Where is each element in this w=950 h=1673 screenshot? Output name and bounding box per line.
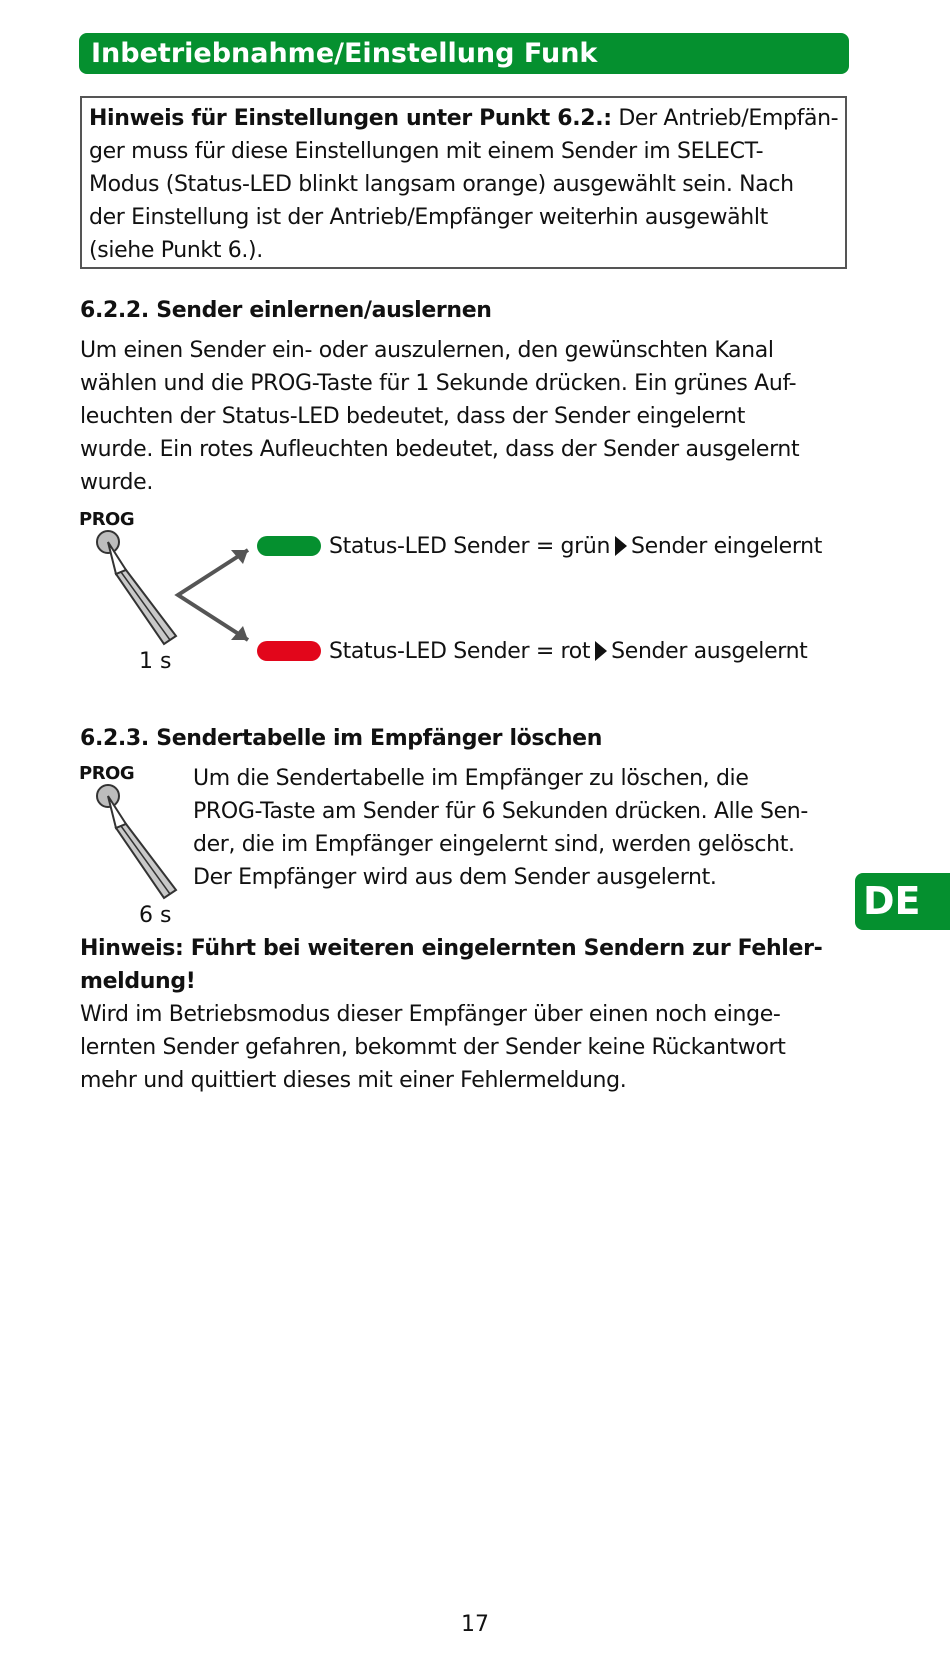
section-header-bar bbox=[79, 33, 849, 74]
led-green-status: Status-LED Sender = grün bbox=[329, 533, 611, 559]
led-red-row bbox=[257, 638, 807, 664]
section-title: Inbetriebnahme/Einstellung Funk bbox=[91, 38, 598, 69]
paragraph-line: wurde. bbox=[80, 470, 153, 495]
paragraph-line: wurde. Ein rotes Aufleuchten bedeutet, dass der Sender ausgelernt bbox=[80, 437, 800, 462]
page-number: 17 bbox=[461, 1612, 489, 1637]
red-led-icon bbox=[257, 641, 321, 661]
note-line-1-rest: Der Antrieb/Empfän- bbox=[611, 106, 839, 131]
led-green-result: Sender eingelernt bbox=[631, 533, 823, 559]
error-note-heading: meldung! bbox=[80, 969, 196, 994]
paragraph-6-2-2 bbox=[80, 334, 799, 499]
language-tab-label: DE bbox=[863, 879, 921, 923]
heading-6-2-2: 6.2.2. Sender einlernen/auslernen bbox=[80, 298, 492, 323]
split-arrow-icon bbox=[178, 550, 248, 640]
note-line-4: der Einstellung ist der Antrieb/Empfänger weiterhin ausgewählt bbox=[89, 205, 768, 230]
paragraph-line: Um die Sendertabelle im Empfänger zu löschen, die bbox=[193, 766, 749, 791]
paragraph-6-2-3 bbox=[193, 762, 808, 894]
error-note-line: lernten Sender gefahren, bekommt der Sender keine Rückantwort bbox=[80, 1035, 786, 1060]
pencil-press-arrows-icon bbox=[88, 528, 258, 653]
paragraph-line: PROG-Taste am Sender für 6 Sekunden drücken. Alle Sen- bbox=[193, 799, 808, 824]
prog-label: PROG bbox=[79, 763, 135, 784]
paragraph-line: Um einen Sender ein- oder auszulernen, den gewünschten Kanal bbox=[80, 338, 774, 363]
heading-6-2-3: 6.2.3. Sendertabelle im Empfänger löschen bbox=[80, 726, 603, 751]
led-red-result: Sender ausgelernt bbox=[611, 638, 808, 664]
paragraph-line: Der Empfänger wird aus dem Sender ausgelernt. bbox=[193, 865, 717, 890]
paragraph-line: wählen und die PROG-Taste für 1 Sekunde drücken. Ein grünes Auf- bbox=[80, 371, 797, 396]
error-note bbox=[80, 932, 822, 1097]
pencil-icon bbox=[88, 782, 188, 902]
press-duration-label: 6 s bbox=[139, 903, 172, 928]
note-line-5: (siehe Punkt 6.). bbox=[89, 238, 263, 263]
note-line-3: Modus (Status-LED blinkt langsam orange) ausgewählt sein. Nach bbox=[89, 172, 794, 197]
press-duration-label: 1 s bbox=[139, 649, 172, 674]
note-lead: Hinweis für Einstellungen unter Punkt 6.2.: bbox=[89, 106, 612, 131]
note-line-2: ger muss für diese Einstellungen mit einem Sender im SELECT- bbox=[89, 139, 764, 164]
prog-label: PROG bbox=[79, 509, 135, 530]
led-red-status: Status-LED Sender = rot bbox=[329, 638, 591, 664]
error-note-line: mehr und quittiert dieses mit einer Fehlermeldung. bbox=[80, 1068, 627, 1093]
led-green-row bbox=[257, 533, 822, 559]
pencil-icon bbox=[97, 531, 176, 644]
result-arrow-icon bbox=[595, 641, 607, 661]
error-note-line: Wird im Betriebsmodus dieser Empfänger über einen noch einge- bbox=[80, 1002, 781, 1027]
language-tab bbox=[855, 873, 950, 930]
result-arrow-icon bbox=[615, 536, 627, 556]
green-led-icon bbox=[257, 536, 321, 556]
note-line-1 bbox=[89, 102, 845, 135]
error-note-heading: Hinweis: Führt bei weiteren eingelernten Sendern zur Fehler- bbox=[80, 936, 823, 961]
paragraph-line: der, die im Empfänger eingelernt sind, werden gelöscht. bbox=[193, 832, 795, 857]
paragraph-line: leuchten der Status-LED bedeutet, dass der Sender eingelernt bbox=[80, 404, 745, 429]
settings-note-box bbox=[80, 96, 847, 269]
